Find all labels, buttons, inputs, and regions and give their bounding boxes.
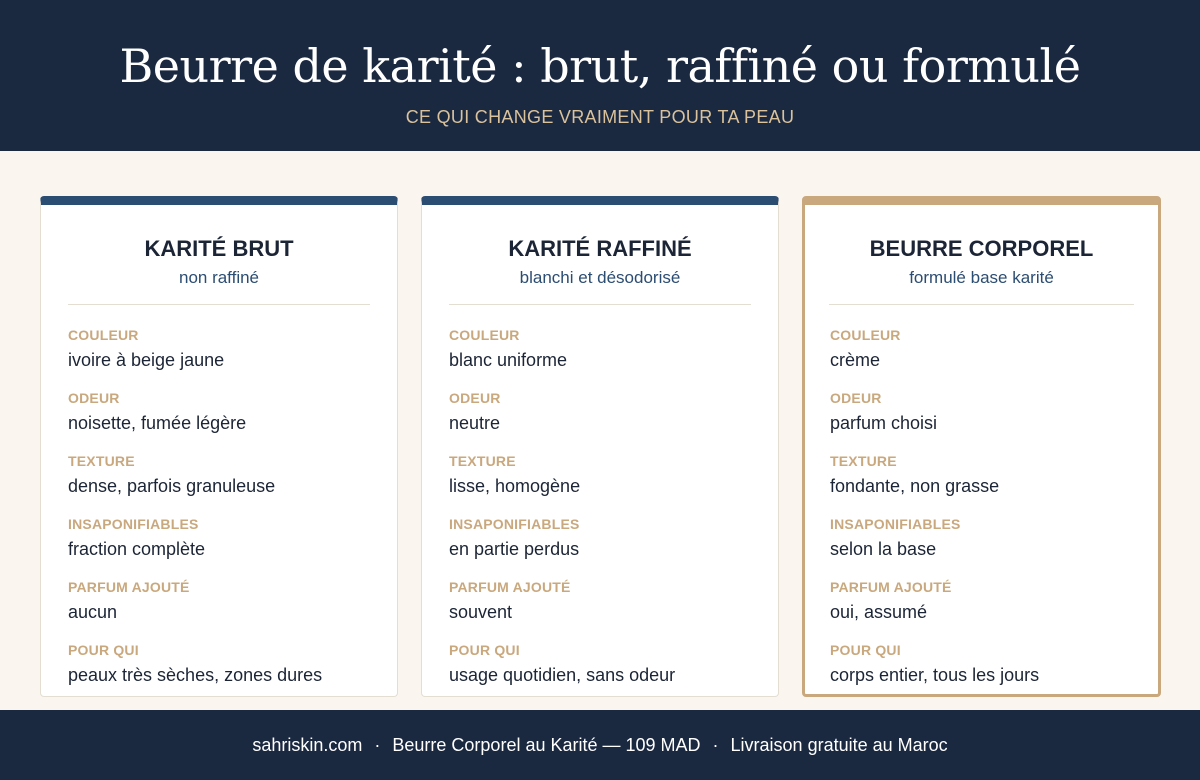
row-label: PARFUM AJOUTÉ [68,579,190,595]
row-value: neutre [449,413,501,433]
row-value: parfum choisi [830,413,938,433]
row-texture [830,452,1138,515]
comparison-cards [40,196,1161,697]
card-title: BEURRE CORPOREL [869,236,1094,261]
row-label: ODEUR [449,390,501,406]
row-insaponifiables [68,515,377,578]
row-value: souvent [449,602,513,622]
card-divider [449,304,751,305]
page-subtitle: CE QUI CHANGE VRAIMENT POUR TA PEAU [405,107,795,127]
row-texture [68,452,377,515]
row-label: COULEUR [449,327,520,343]
row-label: TEXTURE [449,453,516,469]
row-insaponifiables [449,515,758,578]
row-value: en partie perdus [449,539,580,559]
row-label: INSAPONIFIABLES [68,516,199,532]
row-value: crème [830,350,881,370]
row-odeur [449,389,758,452]
row-label: POUR QUI [449,642,520,658]
row-pour-qui [830,641,1138,704]
row-label: POUR QUI [830,642,901,658]
card-divider [68,304,370,305]
footer [0,710,1200,780]
card-title: KARITÉ RAFFINÉ [508,236,692,261]
row-parfum-ajoute [830,578,1138,641]
row-label: INSAPONIFIABLES [830,516,961,532]
row-label: TEXTURE [830,453,897,469]
row-value: dense, parfois granuleuse [68,476,276,496]
row-value: peaux très sèches, zones dures [68,665,323,685]
row-value: noisette, fumée légère [68,413,247,433]
row-value: selon la base [830,539,937,559]
row-value: fondante, non grasse [830,476,1000,496]
row-label: COULEUR [830,327,901,343]
page-title: Beurre de karité : brut, raffiné ou formulé [119,39,1081,93]
row-value: blanc uniforme [449,350,568,370]
card-rows [449,326,758,704]
row-value: oui, assumé [830,602,928,622]
row-value: aucun [68,602,118,622]
row-value: lisse, homogène [449,476,581,496]
card-karite-raffine [421,196,779,697]
row-parfum-ajoute [449,578,758,641]
row-label: INSAPONIFIABLES [449,516,580,532]
card-karite-brut [40,196,398,697]
row-odeur [830,389,1138,452]
card-rows [830,326,1138,704]
row-parfum-ajoute [68,578,377,641]
card-rows [68,326,377,704]
row-couleur [449,326,758,389]
row-label: TEXTURE [68,453,135,469]
footer-product: Beurre Corporel au Karité — 109 MAD [392,734,701,755]
row-label: PARFUM AJOUTÉ [449,579,571,595]
header [0,0,1200,151]
row-odeur [68,389,377,452]
card-title: KARITÉ BRUT [144,236,294,261]
card-subtitle: formulé base karité [909,268,1054,287]
row-couleur [68,326,377,389]
row-couleur [830,326,1138,389]
row-value: corps entier, tous les jours [830,665,1040,685]
row-value: ivoire à beige jaune [68,350,225,370]
card-subtitle: blanchi et désodorisé [519,268,681,287]
card-divider [829,304,1134,305]
row-texture [449,452,758,515]
row-pour-qui [68,641,377,704]
row-label: ODEUR [830,390,882,406]
row-insaponifiables [830,515,1138,578]
card-beurre-corporel [802,196,1161,697]
row-label: COULEUR [68,327,139,343]
footer-separator: · [374,734,381,755]
row-label: PARFUM AJOUTÉ [830,579,952,595]
row-pour-qui [449,641,758,704]
row-value: fraction complète [68,539,206,559]
row-label: ODEUR [68,390,120,406]
footer-shipping: Livraison gratuite au Maroc [730,734,948,755]
footer-site-link[interactable]: sahriskin.com [252,734,363,755]
footer-separator: · [712,734,719,755]
row-value: usage quotidien, sans odeur [449,665,676,685]
row-label: POUR QUI [68,642,139,658]
card-subtitle: non raffiné [178,268,260,287]
